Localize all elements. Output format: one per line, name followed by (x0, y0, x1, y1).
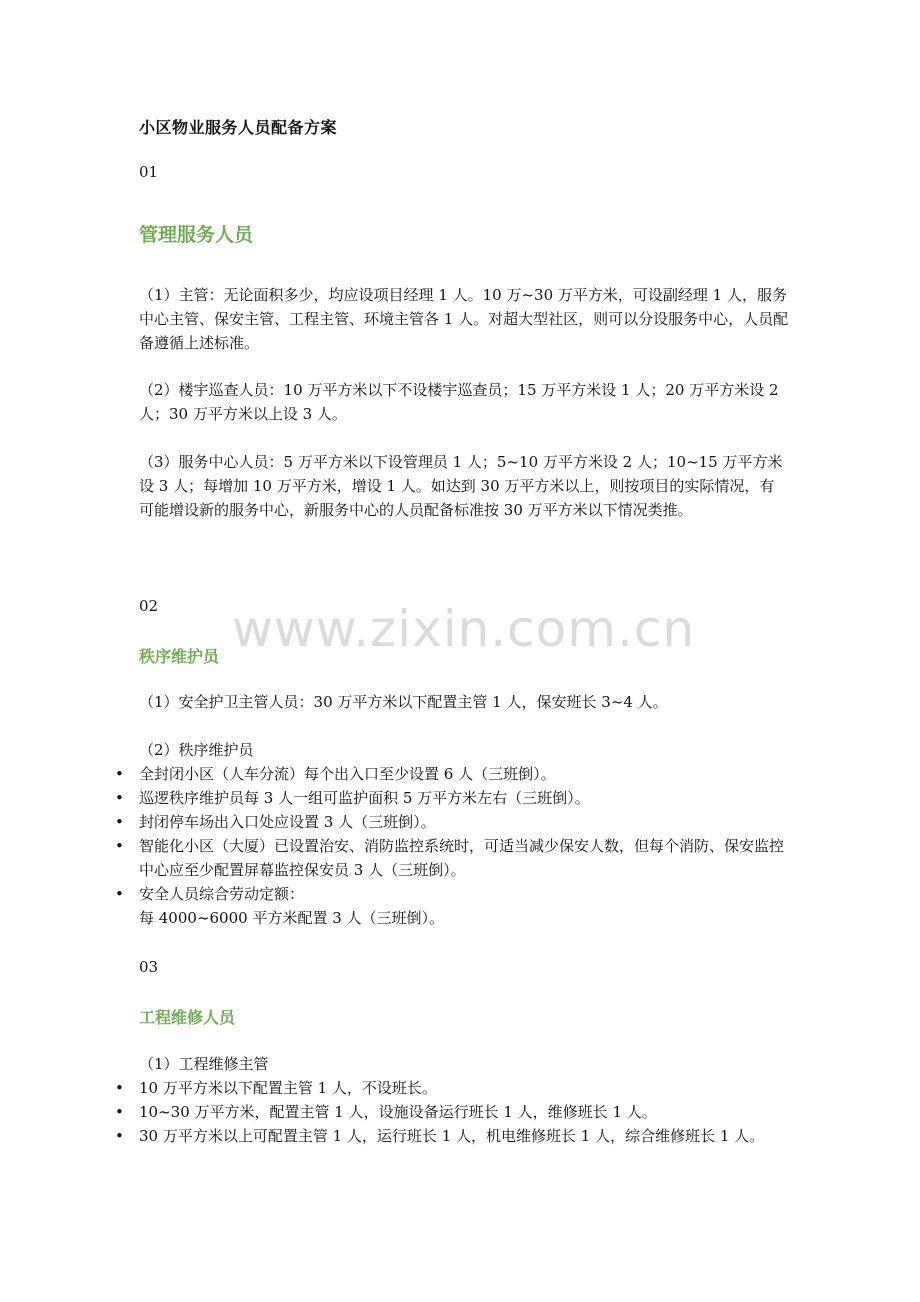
paragraph-engineering-supervisor: （1）工程维修主管 (139, 1055, 269, 1073)
paragraph-security-quota: 每 4000~6000 平方米配置 3 人（三班倒）。 (139, 909, 445, 927)
section-number-01: 01 (139, 163, 159, 181)
paragraph-security-staff: （2）秩序维护员 (139, 741, 254, 759)
paragraph-patrol: （2）楼宇巡查人员：10 万平方米以下不设楼宇巡查员；15 万平方米设 1 人；20 万平方米设 2 人；30 万平方米以上设 3 人。 (139, 381, 779, 423)
section-number-03: 03 (139, 958, 159, 976)
document-title: 小区物业服务人员配备方案 (139, 118, 338, 137)
list-item: • 10 万平方米以下配置主管 1 人，不设班长。 (139, 1076, 789, 1100)
section-heading-management: 管理服务人员 (139, 224, 254, 246)
watermark: www.zixin.com.cn (232, 600, 696, 658)
section-heading-engineering: 工程维修人员 (139, 1008, 236, 1027)
list-item: • 安全人员综合劳动定额： (139, 882, 789, 906)
section-heading-security: 秩序维护员 (139, 647, 220, 666)
list-item: • 30 万平方米以上可配置主管 1 人，运行班长 1 人，机电维修班长 1 人，综合维修班长 1 人。 (139, 1124, 789, 1148)
list-item: • 智能化小区（大厦）已设置治安、消防监控系统时，可适当减少保安人数，但每个消防、保安监控中心应至少配置屏幕监控保安员 3 人（三班倒）。 (139, 834, 789, 882)
list-item: • 全封闭小区（人车分流）每个出入口至少设置 6 人（三班倒）。 (139, 762, 789, 786)
section-number-02: 02 (139, 597, 159, 615)
list-item: • 巡逻秩序维护员每 3 人一组可监护面积 5 万平方米左右（三班倒）。 (139, 786, 789, 810)
paragraph-service-center: （3）服务中心人员：5 万平方米以下设管理员 1 人；5~10 万平方米设 2 人；10~15 万平方米设 3 人；每增加 10 万平方米，增设 1 人。如达到 30 万平方米以上，则按项目的实际情况，有可能增设新的服务中心，新服务中心的人员配备标准按 30 万平方米以下情况类推。 (139, 453, 783, 519)
list-item: • 封闭停车场出入口处应设置 3 人（三班倒）。 (139, 810, 789, 834)
paragraph-supervisor: （1）主管：无论面积多少，均应设项目经理 1 人。10 万~30 万平方米，可设副经理 1 人，服务中心主管、保安主管、工程主管、环境主管各 1 人。对超大型社区，则可以分设服务中心，人员配备遵循上述标准。 (139, 286, 789, 352)
list-item: • 10~30 万平方米，配置主管 1 人，设施设备运行班长 1 人，维修班长 1 人。 (139, 1100, 789, 1124)
paragraph-security-supervisor: （1）安全护卫主管人员：30 万平方米以下配置主管 1 人，保安班长 3~4 人。 (139, 693, 668, 711)
